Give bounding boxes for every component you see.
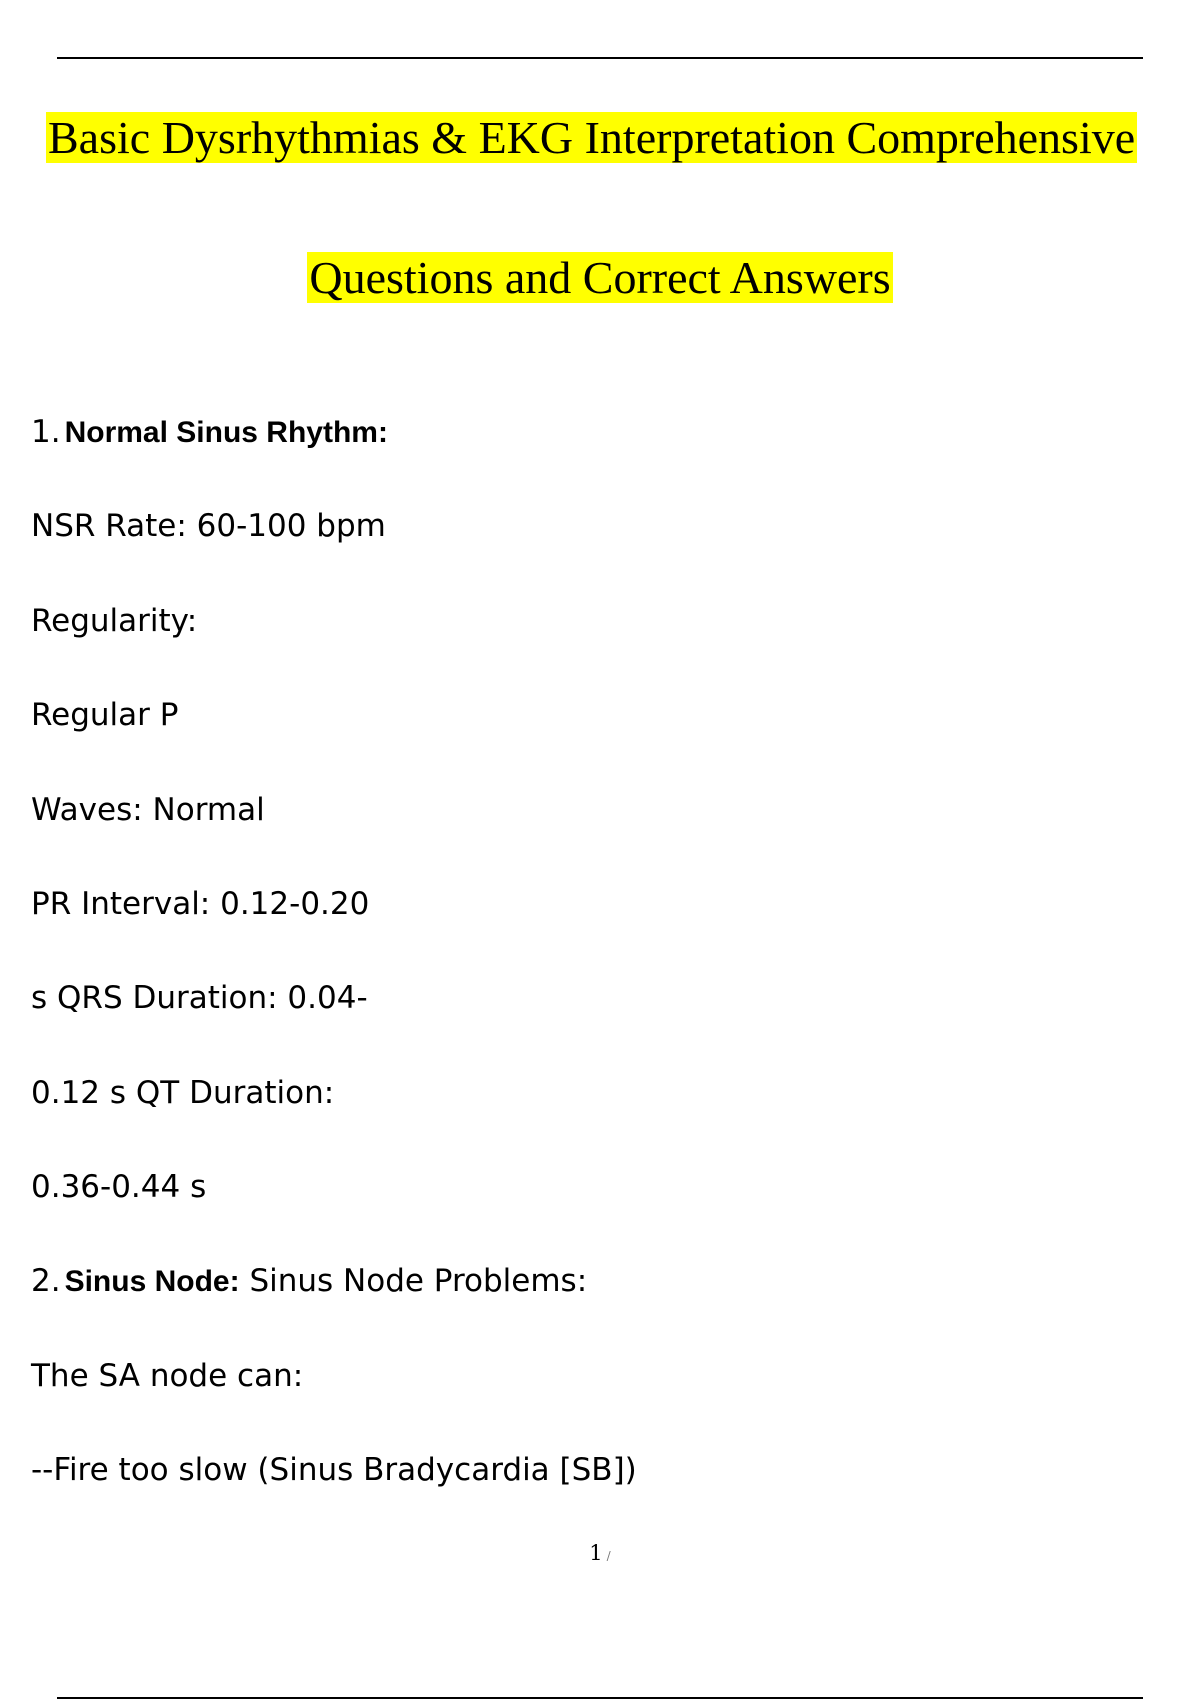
question-1-heading xyxy=(31,412,388,453)
body-line: 0.12 s QT Duration: xyxy=(31,1075,335,1111)
body-line: s QRS Duration: 0.04- xyxy=(31,980,368,1016)
body-line: --Fire too slow (Sinus Bradycardia [SB]) xyxy=(31,1452,637,1488)
document-title-line-2 xyxy=(0,250,1200,306)
page-number-value: 1 xyxy=(589,1541,603,1565)
title-highlight-2: Questions and Correct Answers xyxy=(309,252,891,303)
document-title-line-1 xyxy=(46,110,1196,166)
page-number-suffix: / xyxy=(606,1549,611,1563)
top-divider xyxy=(57,57,1143,59)
body-line: Regularity: xyxy=(31,603,198,639)
bottom-divider xyxy=(57,1697,1143,1699)
title-highlight-1: Basic Dysrhythmias & EKG Interpretation Comprehensive xyxy=(48,112,1136,163)
body-line: Waves: Normal xyxy=(31,792,265,828)
question-term: Normal Sinus Rhythm: xyxy=(64,416,388,449)
question-term: Sinus Node: xyxy=(64,1265,240,1298)
question-number: 2. xyxy=(31,1263,61,1299)
body-line: Regular P xyxy=(31,697,179,733)
body-line: NSR Rate: 60-100 bpm xyxy=(31,508,386,544)
body-line: 0.36-0.44 s xyxy=(31,1169,207,1205)
question-answer: Sinus Node Problems: xyxy=(239,1263,588,1299)
question-number: 1. xyxy=(31,414,61,450)
page-number xyxy=(0,1538,1200,1571)
body-line: PR Interval: 0.12-0.20 xyxy=(31,886,370,922)
body-line: The SA node can: xyxy=(31,1358,304,1394)
question-2-heading xyxy=(31,1261,587,1302)
